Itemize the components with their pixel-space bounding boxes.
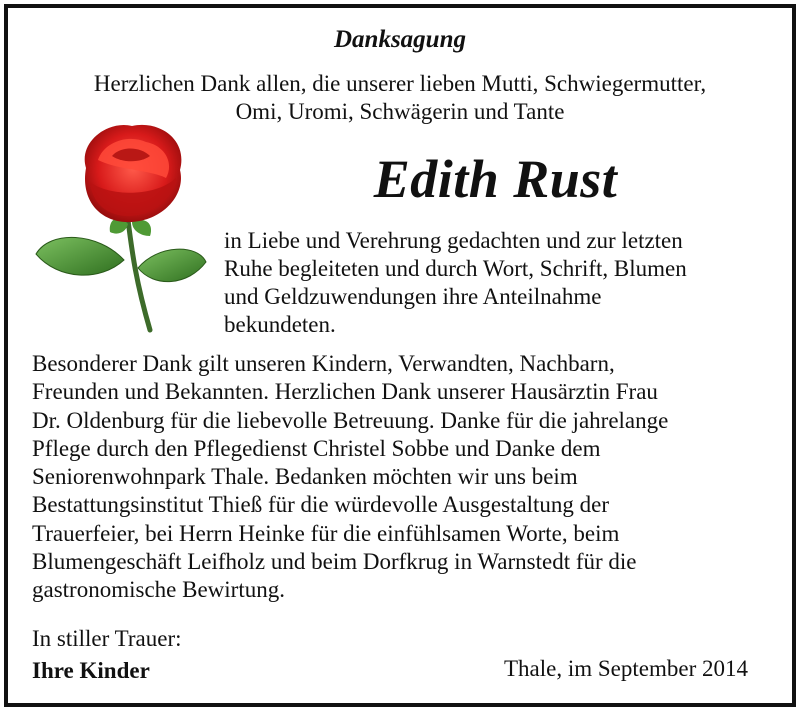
- body-line: Seniorenwohnpark Thale. Bedanken möchten wir uns beim: [32, 464, 578, 490]
- mourning-label: In stiller Trauer:: [32, 626, 182, 651]
- side-line: Ruhe begleiteten und durch Wort, Schrift, Blumen: [224, 256, 687, 281]
- body-line: Freunden und Bekannten. Herzlichen Dank unserer Hausärztin Frau: [32, 379, 658, 405]
- red-rose-icon: [28, 112, 218, 340]
- side-line: und Geldzuwendungen ihre Anteilnahme: [224, 284, 602, 309]
- intro-line: Herzlichen Dank allen, die unserer lieben Mutti, Schwiegermutter,: [93, 71, 707, 96]
- body-line: Trauerfeier, bei Herrn Heinke für die einfühlsamen Worte, beim: [32, 520, 620, 546]
- body-line: Bestattungsinstitut Thieß für die würdevolle Ausgestaltung der: [32, 492, 610, 518]
- place-date: Thale, im September 2014: [504, 656, 748, 681]
- side-line: in Liebe und Verehrung gedachten und zur letzten: [224, 228, 683, 253]
- body-line: Pflege durch den Pflegedienst Christel Sobbe und Danke dem: [32, 435, 601, 461]
- body-line: gastronomische Bewirtung.: [32, 577, 285, 603]
- signature: Ihre Kinder: [32, 658, 150, 683]
- side-line: bekundeten.: [224, 312, 336, 337]
- body-line: Besonderer Dank gilt unseren Kindern, Verwandten, Nachbarn,: [32, 351, 615, 376]
- thanks-side-text: [224, 227, 764, 339]
- body-line: Blumengeschäft Leifholz und beim Dorfkrug in Warnstedt für die: [32, 549, 637, 575]
- deceased-name: Edith Rust: [373, 149, 618, 209]
- intro-line: Omi, Uromi, Schwägerin und Tante: [235, 99, 565, 124]
- notice-heading: Danksagung: [334, 26, 466, 53]
- special-thanks-text: [32, 350, 772, 605]
- body-line: Dr. Oldenburg für die liebevolle Betreuung. Danke für die jahrelange: [32, 407, 669, 433]
